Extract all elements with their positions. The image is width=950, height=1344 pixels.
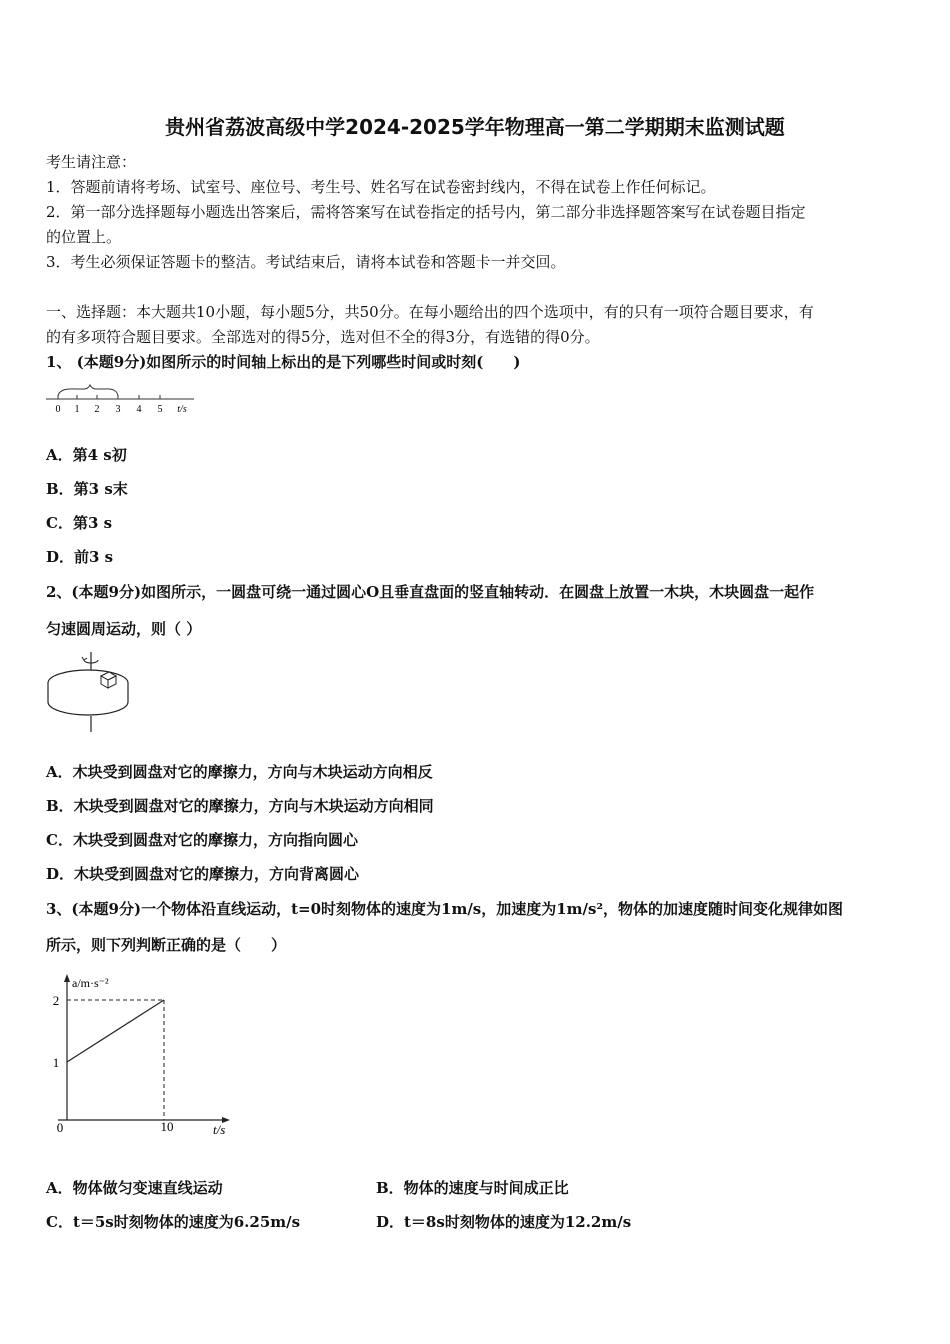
q2-option-a: A．木块受到圆盘对它的摩擦力，方向与木块运动方向相反 (46, 763, 433, 781)
q3-ytick-2: 2 (52, 993, 60, 1008)
q3-option-d: D．t＝8s时刻物体的速度为12.2m/s (376, 1213, 632, 1231)
q2-option-d: D．木块受到圆盘对它的摩擦力，方向背离圆心 (46, 865, 360, 883)
notice-item-2: 2．第一部分选择题每小题选出答案后，需将答案写在试卷指定的括号内，第二部分非选择题答案写在试卷题目指定 (46, 203, 806, 221)
q3-option-a: A．物体做匀变速直线运动 (46, 1179, 223, 1197)
q1-tick-1: 1 (74, 404, 80, 415)
q3-ytick-1: 1 (52, 1055, 60, 1070)
q2-option-b: B．木块受到圆盘对它的摩擦力，方向与木块运动方向相同 (46, 797, 434, 815)
notice-heading: 考生请注意： (46, 153, 137, 171)
q1-stem: 1、 (本题9分)如图所示的时间轴上标出的是下列哪些时间或时刻( ) (46, 353, 521, 371)
q3-acceleration-graph (46, 970, 236, 1140)
notice-item-3: 3．考生必须保证答题卡的整洁。考试结束后，请将本试卷和答题卡一并交回。 (46, 253, 566, 271)
q1-timeline-figure (46, 382, 206, 422)
q3-xtick-10: 10 (160, 1119, 174, 1134)
q1-tick-0: 0 (55, 404, 61, 415)
q1-option-b: B．第3 s末 (46, 480, 128, 498)
q3-stem-2: 所示，则下列判断正确的是（ ） (46, 936, 287, 954)
notice-item-1: 1．答题前请将考场、试室号、座位号、考生号、姓名写在试卷密封线内，不得在试卷上作任何标记。 (46, 178, 716, 196)
q1-option-c: C．第3 s (46, 514, 113, 532)
q1-tick-3: 3 (115, 404, 121, 415)
q1-tick-2: 2 (94, 404, 100, 415)
q1-tick-4: 4 (136, 404, 142, 415)
q1-option-a: A．第4 s初 (46, 446, 127, 464)
q3-stem-1: 3、(本题9分)一个物体沿直线运动，t=0时刻物体的速度为1m/s，加速度为1m/s²，物体的加速度随时间变化规律如图 (46, 900, 844, 918)
q2-option-c: C．木块受到圆盘对它的摩擦力，方向指向圆心 (46, 831, 358, 849)
q1-option-d: D．前3 s (46, 548, 114, 566)
q1-axis-label: t/s (177, 404, 187, 415)
section-instructions-2: 的有多项符合题目要求。全部选对的得5分，选对但不全的得3分，有选错的得0分。 (46, 328, 600, 346)
q2-disk-figure (46, 650, 136, 735)
q3-option-b: B．物体的速度与时间成正比 (376, 1179, 569, 1197)
page-title: 贵州省荔波高级中学2024-2025学年物理高一第二学期期末监测试题 (165, 115, 785, 139)
q3-xlabel: t/s (213, 1122, 226, 1137)
block-icon (101, 672, 116, 688)
q2-stem-1: 2、(本题9分)如图所示，一圆盘可绕一通过圆心O且垂直盘面的竖直轴转动．在圆盘上放置一木块，木块圆盘一起作 (46, 583, 815, 601)
notice-item-2-cont: 的位置上。 (46, 228, 122, 246)
q2-stem-2: 匀速圆周运动，则（ ） (46, 620, 202, 638)
q3-option-c: C．t＝5s时刻物体的速度为6.25m/s (46, 1213, 301, 1231)
q3-ylabel: a/m·s⁻² (72, 976, 109, 990)
q3-graph-line (67, 1000, 164, 1062)
section-instructions-1: 一、选择题：本大题共10小题，每小题5分，共50分。在每小题给出的四个选项中，有的只有一项符合题目要求，有 (46, 303, 814, 321)
q1-tick-5: 5 (157, 404, 163, 415)
q3-xtick-0: 0 (56, 1120, 64, 1135)
